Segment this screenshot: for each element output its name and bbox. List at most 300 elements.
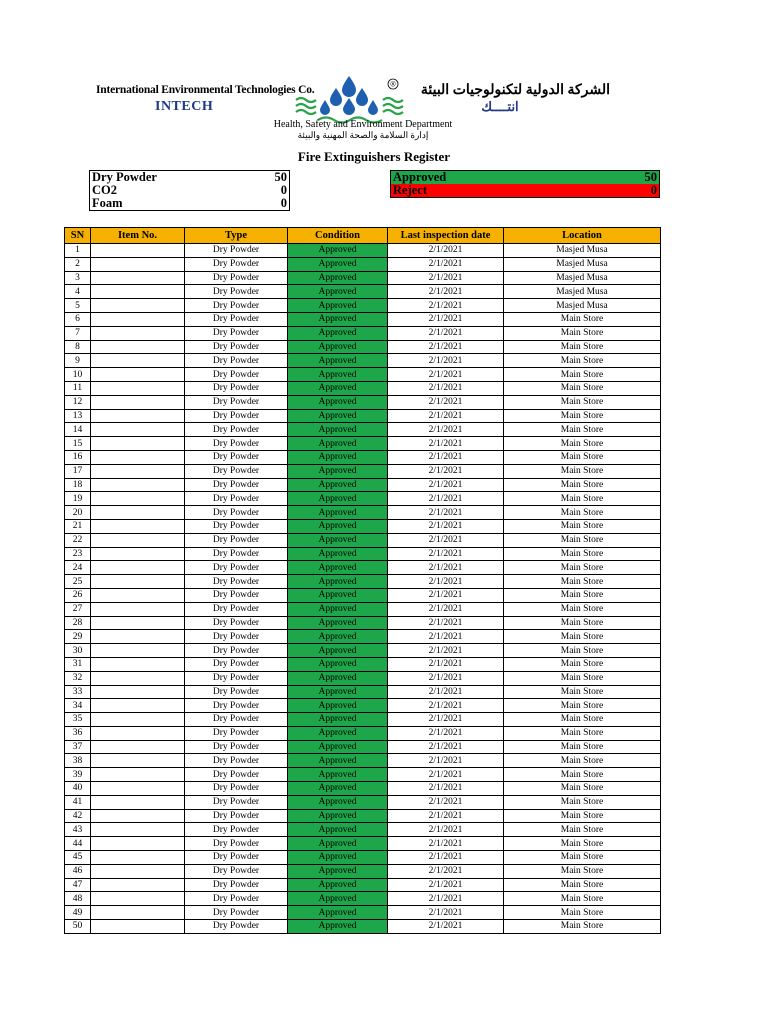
table-row	[65, 699, 661, 713]
cell-item-no	[91, 685, 185, 699]
cell-condition: Approved	[288, 423, 388, 437]
status-summary	[390, 170, 660, 198]
cell-inspection-date: 2/1/2021	[388, 713, 504, 727]
cell-location: Main Store	[504, 851, 661, 865]
cell-condition: Approved	[288, 257, 388, 271]
cell-type: Dry Powder	[185, 492, 288, 506]
cell-item-no	[91, 299, 185, 313]
cell-inspection-date: 2/1/2021	[388, 340, 504, 354]
summary-count: 0	[280, 183, 287, 197]
table-row	[65, 533, 661, 547]
cell-location: Masjed Musa	[504, 271, 661, 285]
cell-sn: 14	[65, 423, 91, 437]
cell-location: Main Store	[504, 809, 661, 823]
column-header-item-no: Item No.	[91, 228, 185, 244]
table-row	[65, 878, 661, 892]
cell-location: Main Store	[504, 823, 661, 837]
cell-item-no	[91, 630, 185, 644]
cell-type: Dry Powder	[185, 547, 288, 561]
cell-sn: 22	[65, 533, 91, 547]
status-row-reject	[391, 184, 660, 198]
cell-location: Main Store	[504, 464, 661, 478]
cell-type: Dry Powder	[185, 768, 288, 782]
cell-condition: Approved	[288, 381, 388, 395]
status-label: Reject	[391, 184, 599, 198]
cell-sn: 12	[65, 395, 91, 409]
table-row	[65, 892, 661, 906]
table-row	[65, 644, 661, 658]
cell-condition: Approved	[288, 740, 388, 754]
cell-condition: Approved	[288, 809, 388, 823]
cell-inspection-date: 2/1/2021	[388, 616, 504, 630]
status-label: Approved	[391, 171, 599, 185]
extinguishers-table	[64, 227, 661, 934]
cell-type: Dry Powder	[185, 506, 288, 520]
cell-type: Dry Powder	[185, 713, 288, 727]
cell-item-no	[91, 616, 185, 630]
table-header-row	[65, 228, 661, 244]
cell-sn: 3	[65, 271, 91, 285]
cell-item-no	[91, 920, 185, 934]
cell-condition: Approved	[288, 920, 388, 934]
summary-label: Dry Powder	[92, 170, 157, 184]
cell-condition: Approved	[288, 878, 388, 892]
cell-item-no	[91, 368, 185, 382]
cell-inspection-date: 2/1/2021	[388, 920, 504, 934]
cell-location: Main Store	[504, 575, 661, 589]
cell-inspection-date: 2/1/2021	[388, 768, 504, 782]
cell-inspection-date: 2/1/2021	[388, 492, 504, 506]
cell-location: Main Store	[504, 685, 661, 699]
cell-sn: 17	[65, 464, 91, 478]
cell-inspection-date: 2/1/2021	[388, 809, 504, 823]
cell-location: Main Store	[504, 492, 661, 506]
summary-label: CO2	[92, 183, 117, 197]
cell-sn: 5	[65, 299, 91, 313]
cell-location: Main Store	[504, 588, 661, 602]
cell-item-no	[91, 423, 185, 437]
cell-type: Dry Powder	[185, 244, 288, 258]
cell-item-no	[91, 671, 185, 685]
cell-type: Dry Powder	[185, 823, 288, 837]
cell-sn: 49	[65, 906, 91, 920]
cell-location: Main Store	[504, 878, 661, 892]
cell-location: Main Store	[504, 450, 661, 464]
cell-sn: 25	[65, 575, 91, 589]
cell-condition: Approved	[288, 519, 388, 533]
cell-item-no	[91, 506, 185, 520]
cell-type: Dry Powder	[185, 271, 288, 285]
cell-inspection-date: 2/1/2021	[388, 464, 504, 478]
cell-type: Dry Powder	[185, 450, 288, 464]
cell-location: Main Store	[504, 906, 661, 920]
cell-item-no	[91, 450, 185, 464]
cell-condition: Approved	[288, 754, 388, 768]
cell-item-no	[91, 837, 185, 851]
cell-condition: Approved	[288, 561, 388, 575]
table-row	[65, 423, 661, 437]
cell-type: Dry Powder	[185, 602, 288, 616]
cell-inspection-date: 2/1/2021	[388, 795, 504, 809]
cell-condition: Approved	[288, 657, 388, 671]
cell-location: Main Store	[504, 423, 661, 437]
cell-inspection-date: 2/1/2021	[388, 285, 504, 299]
cell-location: Main Store	[504, 768, 661, 782]
cell-item-no	[91, 809, 185, 823]
cell-type: Dry Powder	[185, 657, 288, 671]
cell-sn: 38	[65, 754, 91, 768]
cell-condition: Approved	[288, 285, 388, 299]
cell-inspection-date: 2/1/2021	[388, 312, 504, 326]
cell-type: Dry Powder	[185, 368, 288, 382]
cell-inspection-date: 2/1/2021	[388, 671, 504, 685]
cell-inspection-date: 2/1/2021	[388, 271, 504, 285]
cell-condition: Approved	[288, 299, 388, 313]
cell-item-no	[91, 754, 185, 768]
table-row	[65, 782, 661, 796]
table-row	[65, 299, 661, 313]
cell-inspection-date: 2/1/2021	[388, 506, 504, 520]
cell-location: Main Store	[504, 368, 661, 382]
cell-location: Main Store	[504, 644, 661, 658]
cell-sn: 24	[65, 561, 91, 575]
cell-condition: Approved	[288, 588, 388, 602]
cell-condition: Approved	[288, 478, 388, 492]
cell-location: Main Store	[504, 740, 661, 754]
cell-condition: Approved	[288, 437, 388, 451]
cell-condition: Approved	[288, 354, 388, 368]
cell-type: Dry Powder	[185, 837, 288, 851]
cell-location: Main Store	[504, 478, 661, 492]
cell-condition: Approved	[288, 864, 388, 878]
cell-type: Dry Powder	[185, 616, 288, 630]
cell-location: Main Store	[504, 657, 661, 671]
cell-sn: 31	[65, 657, 91, 671]
cell-inspection-date: 2/1/2021	[388, 630, 504, 644]
table-row	[65, 464, 661, 478]
cell-item-no	[91, 892, 185, 906]
cell-type: Dry Powder	[185, 257, 288, 271]
cell-type: Dry Powder	[185, 906, 288, 920]
cell-inspection-date: 2/1/2021	[388, 244, 504, 258]
cell-sn: 42	[65, 809, 91, 823]
cell-inspection-date: 2/1/2021	[388, 699, 504, 713]
cell-sn: 32	[65, 671, 91, 685]
cell-type: Dry Powder	[185, 340, 288, 354]
cell-item-no	[91, 326, 185, 340]
cell-location: Main Store	[504, 602, 661, 616]
cell-location: Main Store	[504, 381, 661, 395]
cell-sn: 33	[65, 685, 91, 699]
table-row	[65, 864, 661, 878]
cell-sn: 34	[65, 699, 91, 713]
cell-condition: Approved	[288, 547, 388, 561]
cell-item-no	[91, 575, 185, 589]
cell-sn: 11	[65, 381, 91, 395]
cell-inspection-date: 2/1/2021	[388, 299, 504, 313]
cell-type: Dry Powder	[185, 395, 288, 409]
cell-location: Main Store	[504, 754, 661, 768]
table-row	[65, 906, 661, 920]
cell-sn: 40	[65, 782, 91, 796]
cell-type: Dry Powder	[185, 740, 288, 754]
cell-location: Main Store	[504, 354, 661, 368]
table-row	[65, 671, 661, 685]
cell-sn: 36	[65, 726, 91, 740]
cell-inspection-date: 2/1/2021	[388, 354, 504, 368]
cell-location: Main Store	[504, 533, 661, 547]
cell-type: Dry Powder	[185, 685, 288, 699]
table-row	[65, 795, 661, 809]
cell-condition: Approved	[288, 795, 388, 809]
cell-sn: 16	[65, 450, 91, 464]
cell-condition: Approved	[288, 616, 388, 630]
cell-inspection-date: 2/1/2021	[388, 685, 504, 699]
cell-item-no	[91, 644, 185, 658]
cell-sn: 20	[65, 506, 91, 520]
cell-type: Dry Powder	[185, 326, 288, 340]
table-row	[65, 395, 661, 409]
cell-location: Main Store	[504, 409, 661, 423]
table-row	[65, 381, 661, 395]
cell-location: Masjed Musa	[504, 285, 661, 299]
table-row	[65, 271, 661, 285]
table-row	[65, 754, 661, 768]
cell-sn: 39	[65, 768, 91, 782]
cell-type: Dry Powder	[185, 312, 288, 326]
cell-sn: 26	[65, 588, 91, 602]
table-row	[65, 823, 661, 837]
cell-condition: Approved	[288, 575, 388, 589]
cell-inspection-date: 2/1/2021	[388, 437, 504, 451]
cell-location: Main Store	[504, 519, 661, 533]
cell-type: Dry Powder	[185, 892, 288, 906]
cell-location: Main Store	[504, 312, 661, 326]
cell-inspection-date: 2/1/2021	[388, 450, 504, 464]
cell-item-no	[91, 561, 185, 575]
cell-item-no	[91, 588, 185, 602]
cell-condition: Approved	[288, 892, 388, 906]
table-row	[65, 478, 661, 492]
status-row-approved	[391, 171, 660, 185]
cell-sn: 15	[65, 437, 91, 451]
cell-sn: 45	[65, 851, 91, 865]
cell-sn: 21	[65, 519, 91, 533]
cell-type: Dry Powder	[185, 464, 288, 478]
cell-sn: 50	[65, 920, 91, 934]
cell-inspection-date: 2/1/2021	[388, 657, 504, 671]
cell-sn: 46	[65, 864, 91, 878]
cell-sn: 9	[65, 354, 91, 368]
cell-location: Main Store	[504, 326, 661, 340]
table-row	[65, 368, 661, 382]
cell-condition: Approved	[288, 368, 388, 382]
cell-condition: Approved	[288, 450, 388, 464]
cell-condition: Approved	[288, 699, 388, 713]
cell-sn: 4	[65, 285, 91, 299]
cell-location: Main Store	[504, 864, 661, 878]
cell-item-no	[91, 726, 185, 740]
cell-condition: Approved	[288, 906, 388, 920]
cell-type: Dry Powder	[185, 561, 288, 575]
cell-inspection-date: 2/1/2021	[388, 478, 504, 492]
cell-item-no	[91, 699, 185, 713]
cell-location: Main Store	[504, 547, 661, 561]
cell-condition: Approved	[288, 713, 388, 727]
cell-sn: 19	[65, 492, 91, 506]
cell-condition: Approved	[288, 685, 388, 699]
table-row	[65, 768, 661, 782]
cell-sn: 13	[65, 409, 91, 423]
cell-location: Main Store	[504, 561, 661, 575]
cell-type: Dry Powder	[185, 533, 288, 547]
cell-condition: Approved	[288, 271, 388, 285]
cell-sn: 8	[65, 340, 91, 354]
table-row	[65, 837, 661, 851]
cell-condition: Approved	[288, 602, 388, 616]
summary-row	[90, 197, 290, 211]
cell-inspection-date: 2/1/2021	[388, 326, 504, 340]
cell-location: Main Store	[504, 340, 661, 354]
cell-inspection-date: 2/1/2021	[388, 864, 504, 878]
status-count: 50	[598, 171, 659, 185]
cell-type: Dry Powder	[185, 699, 288, 713]
cell-location: Main Store	[504, 699, 661, 713]
cell-type: Dry Powder	[185, 809, 288, 823]
cell-location: Main Store	[504, 713, 661, 727]
table-row	[65, 920, 661, 934]
cell-sn: 10	[65, 368, 91, 382]
cell-condition: Approved	[288, 533, 388, 547]
cell-item-no	[91, 492, 185, 506]
cell-item-no	[91, 906, 185, 920]
cell-condition: Approved	[288, 851, 388, 865]
cell-inspection-date: 2/1/2021	[388, 754, 504, 768]
cell-condition: Approved	[288, 340, 388, 354]
cell-inspection-date: 2/1/2021	[388, 533, 504, 547]
table-row	[65, 685, 661, 699]
cell-item-no	[91, 795, 185, 809]
company-short-en: INTECH	[155, 99, 214, 114]
cell-type: Dry Powder	[185, 575, 288, 589]
cell-sn: 7	[65, 326, 91, 340]
cell-condition: Approved	[288, 409, 388, 423]
cell-type: Dry Powder	[185, 519, 288, 533]
table-row	[65, 340, 661, 354]
cell-condition: Approved	[288, 630, 388, 644]
cell-inspection-date: 2/1/2021	[388, 878, 504, 892]
cell-location: Main Store	[504, 671, 661, 685]
cell-condition: Approved	[288, 823, 388, 837]
cell-location: Main Store	[504, 506, 661, 520]
cell-item-no	[91, 395, 185, 409]
cell-inspection-date: 2/1/2021	[388, 782, 504, 796]
cell-item-no	[91, 257, 185, 271]
table-row	[65, 244, 661, 258]
cell-type: Dry Powder	[185, 630, 288, 644]
table-row	[65, 450, 661, 464]
cell-sn: 30	[65, 644, 91, 658]
summary-count: 50	[274, 170, 287, 184]
table-row	[65, 851, 661, 865]
table-row	[65, 519, 661, 533]
cell-sn: 18	[65, 478, 91, 492]
table-row	[65, 616, 661, 630]
cell-condition: Approved	[288, 644, 388, 658]
cell-inspection-date: 2/1/2021	[388, 561, 504, 575]
cell-item-no	[91, 409, 185, 423]
table-row	[65, 657, 661, 671]
cell-condition: Approved	[288, 244, 388, 258]
registered-mark: ®	[389, 80, 397, 89]
table-row	[65, 285, 661, 299]
cell-type: Dry Powder	[185, 299, 288, 313]
cell-item-no	[91, 437, 185, 451]
cell-inspection-date: 2/1/2021	[388, 368, 504, 382]
cell-sn: 1	[65, 244, 91, 258]
cell-type: Dry Powder	[185, 437, 288, 451]
column-header-sn: SN	[65, 228, 91, 244]
cell-condition: Approved	[288, 671, 388, 685]
cell-item-no	[91, 478, 185, 492]
cell-location: Main Store	[504, 726, 661, 740]
cell-inspection-date: 2/1/2021	[388, 644, 504, 658]
cell-sn: 48	[65, 892, 91, 906]
cell-condition: Approved	[288, 506, 388, 520]
cell-location: Main Store	[504, 892, 661, 906]
cell-item-no	[91, 602, 185, 616]
page-title: Fire Extinguishers Register	[297, 149, 451, 164]
cell-inspection-date: 2/1/2021	[388, 837, 504, 851]
cell-location: Main Store	[504, 782, 661, 796]
department-name-en: Health, Safety and Environment Department	[273, 119, 453, 130]
cell-condition: Approved	[288, 768, 388, 782]
cell-item-no	[91, 878, 185, 892]
cell-condition: Approved	[288, 312, 388, 326]
cell-condition: Approved	[288, 726, 388, 740]
cell-sn: 37	[65, 740, 91, 754]
department-name-ar: إدارة السلامة والصحة المهنية والبيئة	[297, 130, 429, 140]
cell-item-no	[91, 823, 185, 837]
cell-inspection-date: 2/1/2021	[388, 740, 504, 754]
table-row	[65, 713, 661, 727]
cell-location: Main Store	[504, 920, 661, 934]
cell-type: Dry Powder	[185, 478, 288, 492]
table-row	[65, 561, 661, 575]
cell-inspection-date: 2/1/2021	[388, 575, 504, 589]
cell-condition: Approved	[288, 837, 388, 851]
cell-condition: Approved	[288, 326, 388, 340]
table-row	[65, 588, 661, 602]
cell-inspection-date: 2/1/2021	[388, 602, 504, 616]
cell-sn: 29	[65, 630, 91, 644]
table-row	[65, 809, 661, 823]
table-row	[65, 726, 661, 740]
cell-sn: 28	[65, 616, 91, 630]
cell-inspection-date: 2/1/2021	[388, 257, 504, 271]
cell-location: Main Store	[504, 795, 661, 809]
cell-item-no	[91, 547, 185, 561]
table-row	[65, 506, 661, 520]
cell-inspection-date: 2/1/2021	[388, 906, 504, 920]
cell-type: Dry Powder	[185, 795, 288, 809]
cell-item-no	[91, 851, 185, 865]
table-row	[65, 326, 661, 340]
cell-type: Dry Powder	[185, 381, 288, 395]
cell-sn: 27	[65, 602, 91, 616]
cell-location: Main Store	[504, 837, 661, 851]
cell-item-no	[91, 271, 185, 285]
